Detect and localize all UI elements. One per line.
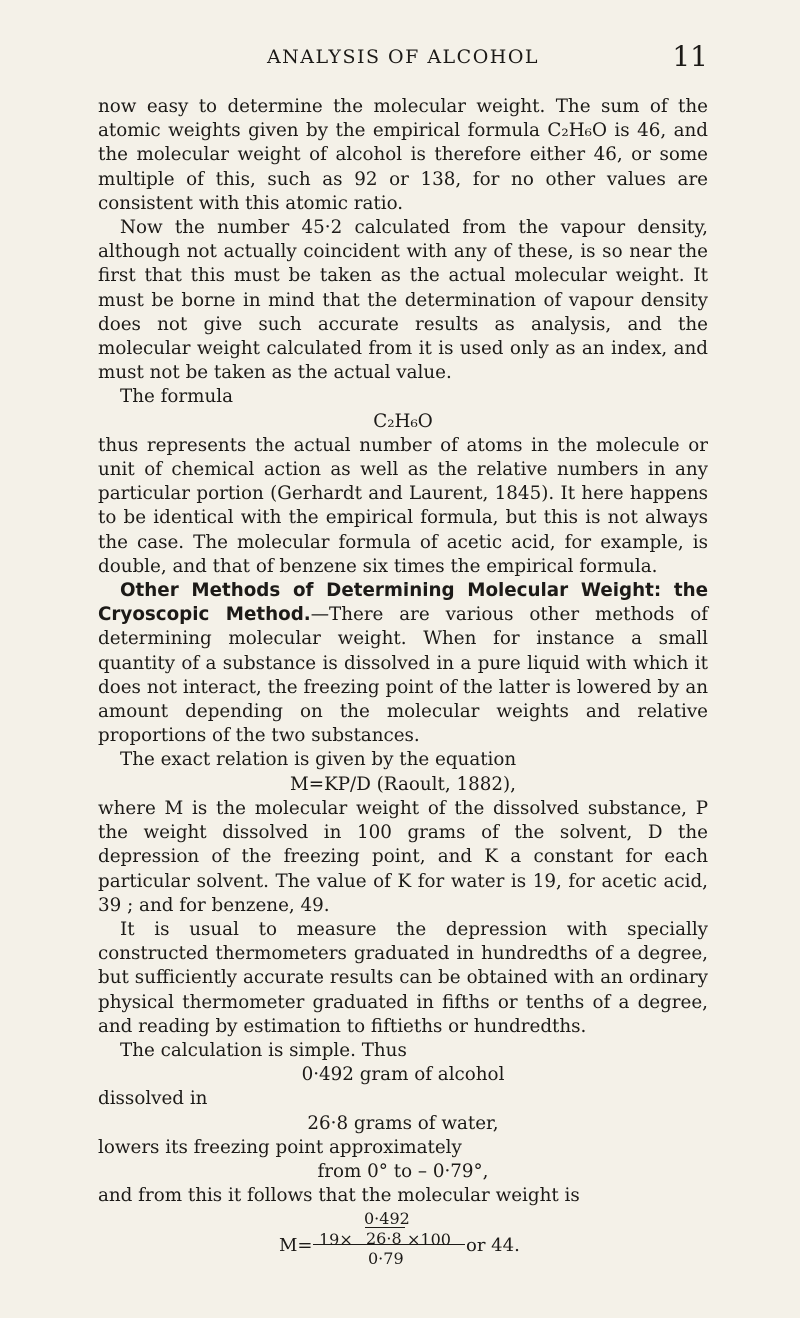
inner-denominator: 26·8 bbox=[366, 1229, 402, 1249]
numerator-right: ×100 bbox=[407, 1230, 451, 1250]
calc-line-2: dissolved in bbox=[98, 1088, 208, 1110]
page-header bbox=[98, 40, 708, 73]
paragraph-5 bbox=[98, 579, 708, 748]
paragraph-1: now easy to determine the molecular weight. The sum of the atomic weights given by the empirical formula C₂H₆O is 46, and the molecular weight of alcohol is therefore either 46, or some multiple of this, such as 92 or 138, for no other values are consistent with this atomic ratio. bbox=[98, 96, 708, 214]
calc-line-4: lowers its freezing point approximately bbox=[98, 1136, 462, 1158]
inner-numerator: 0·492 bbox=[364, 1209, 410, 1229]
paragraph-7: where M is the molecular weight of the dissolved substance, P the weight dissolved in 100 grams of the solvent, D the depression of the freezing point, and K a constant for each particular solvent. The value of K for water is 19, for acetic acid, 39 ; and for benzene, 49. bbox=[98, 797, 708, 916]
equation-result: or 44. bbox=[466, 1235, 520, 1257]
molecular-weight-equation bbox=[98, 1210, 708, 1286]
equation-lhs: M= bbox=[279, 1235, 313, 1257]
paragraph-8: It is usual to measure the depression with specially constructed thermometers graduated in hundredths of a degree, but sufficiently accurate results can be obtained with an ordinary physical thermometer graduated in fifths or tenths of a degree, and reading by estimation to fiftieths or hundredths. bbox=[98, 918, 708, 1037]
main-fraction-rule bbox=[313, 1244, 465, 1245]
numerator-left: 19× bbox=[319, 1230, 353, 1250]
paragraph-2: Now the number 45·2 calculated from the vapour density, although not actually coincident with any of these, is so near the first that this must be taken as the actual molecular weight. It must be borne in mind that the determination of vapour density does not give such accurate results as analysis, and the molecular weight calculated from it is used only as an index, and must not be taken as the actual value. bbox=[98, 217, 708, 384]
raoult-equation: M=KP/D (Raoult, 1882), bbox=[290, 773, 516, 795]
paragraph-4: thus represents the actual number of atoms in the molecule or unit of chemical action as well as the relative numbers in any particular portion (Gerhardt and Laurent, 1845). It here happens to be identical with the empirical formula, but this is not always the case. The molecular formula of acetic acid, for example, is double, and that of benzene six times the empirical formula. bbox=[98, 434, 708, 577]
paragraph-3: The formula bbox=[120, 386, 233, 408]
calc-line-5: from 0° to – 0·79°, bbox=[317, 1160, 489, 1182]
paragraph-6: The exact relation is given by the equation bbox=[120, 749, 517, 771]
formula-c2h6o: C₂H₆O bbox=[373, 410, 433, 432]
calc-line-6: and from this it follows that the molecular weight is bbox=[98, 1185, 580, 1207]
body-text bbox=[98, 95, 708, 1286]
denominator: 0·79 bbox=[368, 1249, 404, 1269]
section-heading: Other Methods of Determining Molecular Weight: the Cryoscopic Method. bbox=[98, 580, 708, 626]
paragraph-9: The calculation is simple. Thus bbox=[120, 1039, 407, 1061]
paragraph-5-text: —There are various other methods of determining molecular weight. When for instance a small quantity of a substance is dissolved in a pure liquid with which it does not interact, the freezing point of the latter is lowered by an amount depending on the molecular weights and relative proportions of the two substances. bbox=[98, 604, 708, 747]
running-head: ANALYSIS OF ALCOHOL bbox=[266, 46, 540, 68]
calc-line-1: 0·492 gram of alcohol bbox=[301, 1064, 505, 1086]
calc-line-3: 26·8 grams of water, bbox=[307, 1112, 499, 1134]
page-number: 11 bbox=[672, 40, 708, 73]
